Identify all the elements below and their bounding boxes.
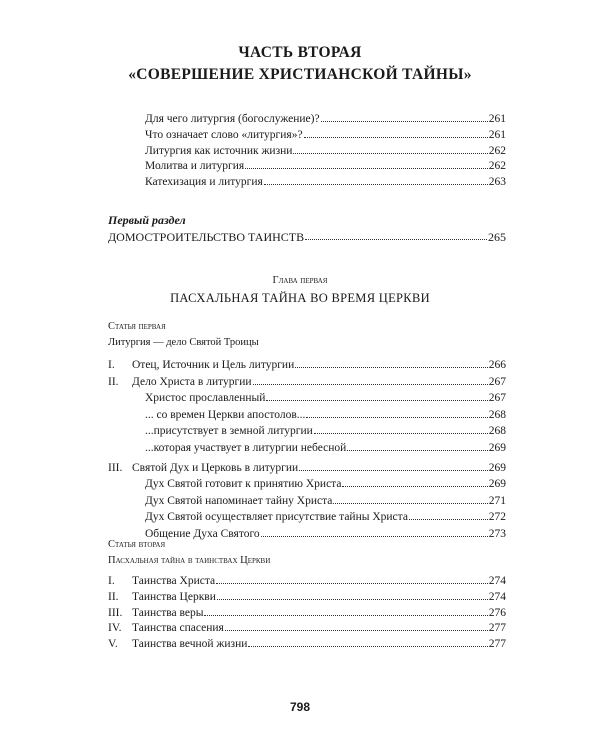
entry-title: Литургия как источник жизни: [145, 144, 293, 157]
entry-title: Таинства Церкви: [132, 590, 216, 603]
section-label: Первый раздел: [108, 213, 186, 227]
toc-entry[interactable]: [145, 391, 506, 405]
entry-title: ...присутствует в земной литургии: [145, 425, 313, 438]
entry-page: 271: [488, 494, 506, 507]
entry-page: 267: [488, 375, 506, 388]
entry-title: Христос прославленный: [145, 392, 266, 405]
entry-page: 272: [488, 511, 506, 524]
entry-page: 263: [488, 176, 506, 189]
entry-title: Катехизация и литургия: [145, 176, 263, 189]
entry-page: 262: [488, 160, 506, 173]
part-heading: ЧАСТЬ ВТОРАЯ: [238, 44, 362, 61]
toc-entry[interactable]: [145, 175, 506, 189]
leader-dots: [261, 527, 488, 537]
entry-title: Таинства вечной жизни: [132, 638, 248, 651]
entry-page: 269: [488, 478, 506, 491]
entry-page: 268: [488, 425, 506, 438]
toc-entry[interactable]: [108, 606, 506, 620]
toc-entry[interactable]: [108, 375, 506, 389]
part-title: «СОВЕРШЕНИЕ ХРИСТИАНСКОЙ ТАЙНЫ»: [128, 66, 472, 83]
entry-number: IV.: [108, 622, 122, 635]
entry-page: 268: [488, 408, 506, 421]
entry-title: Дух Святой осуществляет присутствие тайны Христа: [145, 511, 408, 524]
page-number: 798: [289, 700, 311, 714]
leader-dots: [266, 391, 487, 401]
toc-entry[interactable]: [145, 128, 506, 142]
entry-page: 269: [488, 442, 506, 454]
toc-entry[interactable]: [145, 510, 506, 524]
entry-title: Дело Христа в литургии: [132, 375, 252, 388]
entry-number: I.: [108, 359, 115, 371]
entry-title: Таинства Христа: [132, 575, 216, 587]
toc-entry[interactable]: [108, 574, 506, 588]
entry-title: Святой Дух и Церковь в литургии: [132, 461, 299, 474]
entry-number: II.: [108, 590, 119, 603]
article2-title: Пасхальная тайна в таинствах Церкви: [108, 555, 271, 566]
entry-number: II.: [108, 375, 119, 388]
entry-title: ... со времен Церкви апостолов...: [145, 408, 306, 421]
leader-dots: [216, 574, 488, 584]
toc-entry[interactable]: [108, 358, 506, 372]
entry-title: Молитва и литургия: [145, 160, 245, 173]
leader-dots: [295, 358, 488, 368]
chapter-title: ПАСХАЛЬНАЯ ТАЙНА ВО ВРЕМЯ ЦЕРКВИ: [170, 291, 430, 305]
toc-entry[interactable]: [145, 159, 506, 173]
entry-title: Таинства веры: [132, 606, 204, 619]
entry-number: III.: [108, 461, 123, 474]
entry-title: Дух Святой напоминает тайну Христа: [145, 494, 333, 507]
entry-title: Для чего литургия (богослужение)?: [145, 113, 320, 125]
toc-entry[interactable]: [145, 408, 506, 422]
chapter-label: Глава первая: [272, 275, 328, 286]
toc-entry[interactable]: [145, 527, 506, 541]
entry-page: 262: [488, 144, 506, 157]
leader-dots: [217, 590, 488, 600]
toc-entry[interactable]: [145, 494, 506, 508]
article1-title: Литургия — дело Святой Троицы: [108, 337, 259, 348]
leader-dots: [347, 441, 487, 451]
section-entry[interactable]: [108, 230, 506, 244]
toc-entry[interactable]: [108, 590, 506, 604]
entry-page: 273: [488, 528, 506, 540]
toc-entry[interactable]: [108, 637, 506, 651]
entry-page: 277: [488, 622, 506, 635]
leader-dots: [321, 112, 488, 122]
section-page: 265: [488, 230, 506, 244]
leader-dots: [304, 128, 488, 138]
leader-dots: [253, 375, 488, 385]
entry-page: 267: [488, 392, 506, 405]
leader-dots: [333, 494, 487, 504]
toc-entry[interactable]: [108, 621, 506, 635]
entry-page: 274: [488, 575, 506, 587]
leader-dots: [314, 424, 488, 434]
entry-number: V.: [108, 638, 118, 651]
leader-dots: [245, 159, 488, 169]
entry-page: 277: [488, 638, 506, 651]
entry-title: ...которая участвует в литургии небесной: [145, 442, 347, 454]
toc-entry[interactable]: [145, 424, 506, 438]
leader-dots: [248, 637, 487, 647]
toc-entry[interactable]: [145, 441, 506, 455]
leader-dots: [299, 461, 488, 471]
entry-page: 276: [488, 606, 506, 619]
leader-dots: [409, 510, 488, 520]
entry-number: I.: [108, 575, 115, 587]
entry-title: Таинства спасения: [132, 622, 224, 635]
entry-page: 274: [488, 590, 506, 603]
entry-page: 261: [488, 128, 506, 141]
article2-label: Статья вторая: [108, 539, 166, 550]
entry-number: III.: [108, 606, 123, 619]
toc-entry[interactable]: [108, 461, 506, 475]
leader-dots: [342, 477, 487, 487]
toc-entry[interactable]: [145, 477, 506, 491]
entry-page: 266: [488, 359, 506, 371]
section-title: ДОМОСТРОИТЕЛЬСТВО ТАИНСТВ: [108, 230, 305, 244]
leader-dots: [204, 606, 487, 616]
leader-dots: [305, 230, 487, 240]
leader-dots: [264, 175, 488, 185]
entry-title: Отец, Источник и Цель литургии: [132, 359, 295, 371]
entry-page: 269: [488, 461, 506, 474]
entry-title: Общение Духа Святого: [145, 528, 260, 540]
entry-title: Дух Святой готовит к принятию Христа: [145, 478, 342, 491]
leader-dots: [225, 621, 488, 631]
leader-dots: [306, 408, 487, 418]
entry-page: 261: [488, 113, 506, 125]
article1-label: Статья первая: [108, 321, 166, 332]
toc-entry[interactable]: [145, 144, 506, 158]
leader-dots: [293, 144, 487, 154]
entry-title: Что означает слово «литургия»?: [145, 128, 303, 141]
toc-entry[interactable]: [145, 112, 506, 126]
